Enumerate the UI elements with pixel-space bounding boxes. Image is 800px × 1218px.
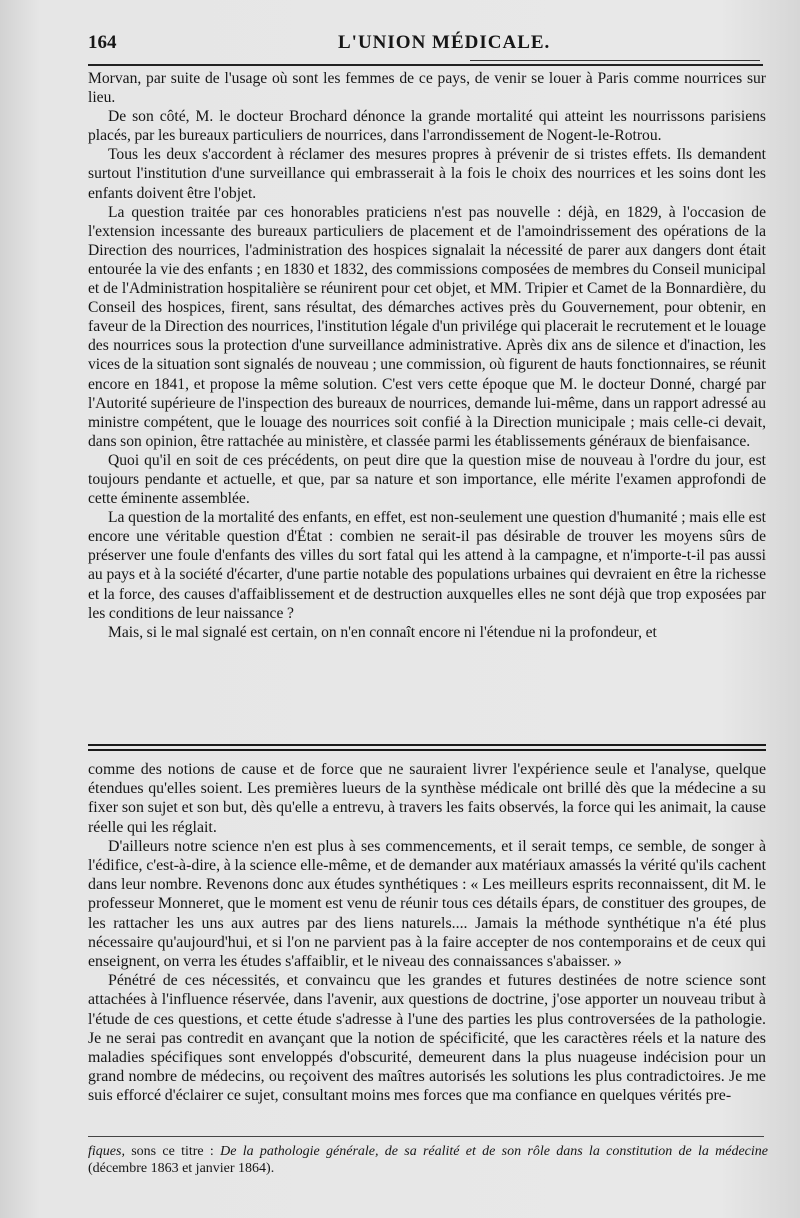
paragraph: comme des notions de cause et de force que ne sauraient livrer l'expérience seule et l'analyse, quelque étendues qu'elles soient. Les premières lueurs de la synthèse médicale ont brillé dès que la médecine a su fixer son sujet et son but, dès qu'elle a entrevu, à travers les faits observés, la force qui les animait, la cause réelle qui les réglait. — [88, 761, 766, 836]
paragraph: De son côté, M. le docteur Brochard dénonce la grande mortalité qui atteint les nourrissons parisiens placés, par les bureaux particuliers de nourrices, dans l'arrondissement de Nogent-le-Rotrou. — [88, 108, 766, 145]
paragraph: Quoi qu'il en soit de ces précédents, on peut dire que la question mise de nouveau à l'ordre du jour, est toujours pendante et actuelle, et que, par sa nature et son importance, elle mérite l'examen approfondi de cette éminente assemblée. — [88, 451, 766, 508]
paragraph: Morvan, par suite de l'usage où sont les femmes de ce pays, de venir se louer à Paris comme nourrices sur lieu. — [88, 70, 766, 107]
paragraph: D'ailleurs notre science n'en est plus à ses commencements, et il serait temps, ce semble, de songer à l'édifice, c'est-à-dire, à la science elle-même, et de demander aux matériaux amassés la vérité qu'ils cachent dans leur nombre. Revenons donc aux études synthétiques : « Les meilleurs esprits reconnaissent, dit M. le professeur Monneret, que le moment est venu de réunir tous ces détails épars, de constituer des groupes, de les rattacher les uns aux autres par des liens naturels.... Jamais la méthode synthétique n'a été plus nécessaire qu'aujourd'hui, et si l'on ne parvient pas à la faire accepter de nos contemporains et de ceux qui enseignent, on verra les études s'affaiblir, et le niveau des connaissances s'abaisser. » — [88, 837, 766, 971]
footnote-rule — [88, 1136, 764, 1137]
section-separator-rule — [88, 749, 766, 751]
running-header — [88, 32, 763, 58]
paragraph: La question traitée par ces honorables praticiens n'est pas nouvelle : déjà, en 1829, à l'occasion de l'extension incessante des bureaux particuliers de placement et de l'amoindrissement des opérations de la Direction des nourrices, l'administration des hospices signalait la nécessité de parer aux dangers dont était entourée la vie des enfants ; en 1830 et 1832, des commissions composées de membres du Conseil municipal et de l'Administration hospitalière se réunirent pour cet objet, et MM. Tripier et Camet de la Bonnardière, du Conseil des hospices, firent, sans résultat, des démarches actives près du Gouvernement, pour obtenir, en faveur de la Direction des nourrices, l'institution légale d'un privilége qui placerait le recrutement et le louage des nourrices sous la protection d'une surveillance administrative. Après dix ans de silence et d'inaction, les vices de la situation sont signalés de nouveau ; une commission, où figurent de hauts fonctionnaires, se réunit encore en 1841, et propose la même solution. C'est vers cette époque que M. le docteur Donné, chargé par l'Autorité supérieure de l'inspection des bureaux de nourrices, demande lui-même, dans un rapport adressé au ministre compétent, que le louage des nourrices soit confié à la Direction municipale ; mais celle-ci devait, dans son opinion, être rattachée au ministère, et classée parmi les établissements généraux de bienfaisance. — [88, 203, 766, 450]
footnote-mid: sons ce titre : — [124, 1144, 221, 1159]
journal-title: L'UNION MÉDICALE. — [338, 32, 551, 53]
paragraph: Tous les deux s'accordent à réclamer des mesures propres à prévenir de si tristes effets. Ils demandent surtout l'institution d'une surveillance qui embrasserait à la fois le choix des nourrices et les soins dont les enfants doivent être l'objet. — [88, 146, 766, 202]
page-number: 164 — [88, 32, 117, 53]
footnote-tail: (décembre 1863 et janvier 1864). — [88, 1161, 275, 1176]
upper-article — [88, 69, 766, 642]
footnote-lead: fiques, — [88, 1144, 125, 1159]
section-separator-rule — [88, 744, 766, 746]
lower-article — [88, 760, 766, 1106]
footnote-title: De la pathologie générale, de sa réalité et de son rôle dans la constitution de la médecine — [220, 1144, 768, 1159]
paragraph: La question de la mortalité des enfants, en effet, est non-seulement une question d'humanité ; mais elle est encore une véritable question d'État : combien ne serait-il pas désirable de trouver les moyens sûrs de préserver une foule d'enfants des villes du sort fatal qui les attend à la campagne, et n'importe-t-il pas aussi au pays et à la société d'écarter, d'une partie notable des populations urbaines qui devraient en être la richesse et la force, des causes d'affaiblissement et de destruction auxquelles elles ne sont déjà que trop exposées par les conditions de leur naissance ? — [88, 509, 766, 622]
paragraph: Mais, si le mal signalé est certain, on n'en connaît encore ni l'étendue ni la profondeur, et — [108, 623, 657, 641]
paragraph: Pénétré de ces nécessités, et convaincu que les grandes et futures destinées de notre science sont attachées à l'influence réservée, dans l'avenir, aux questions de doctrine, j'ose apporter un nouveau tribut à l'étude de ces questions, et cette étude s'adresse à l'une des parties les plus controversées de la pathologie. Je ne serai pas contredit en avançant que la notion de spécificité, que les caractères réels et la nature des maladies spécifiques sont enveloppés d'obscurité, demeurent dans la plus nuageuse indécision pour un grand nombre de médecins, ou reçoivent des maîtres autorisés les solutions les plus contradictoires. Je me suis efforcé d'éclairer ce sujet, consultant moins mes forces que ma confiance en quelques vérités pre- — [88, 972, 766, 1105]
header-rule — [88, 64, 763, 66]
footnote — [88, 1143, 768, 1177]
header-rule-short — [470, 60, 760, 61]
